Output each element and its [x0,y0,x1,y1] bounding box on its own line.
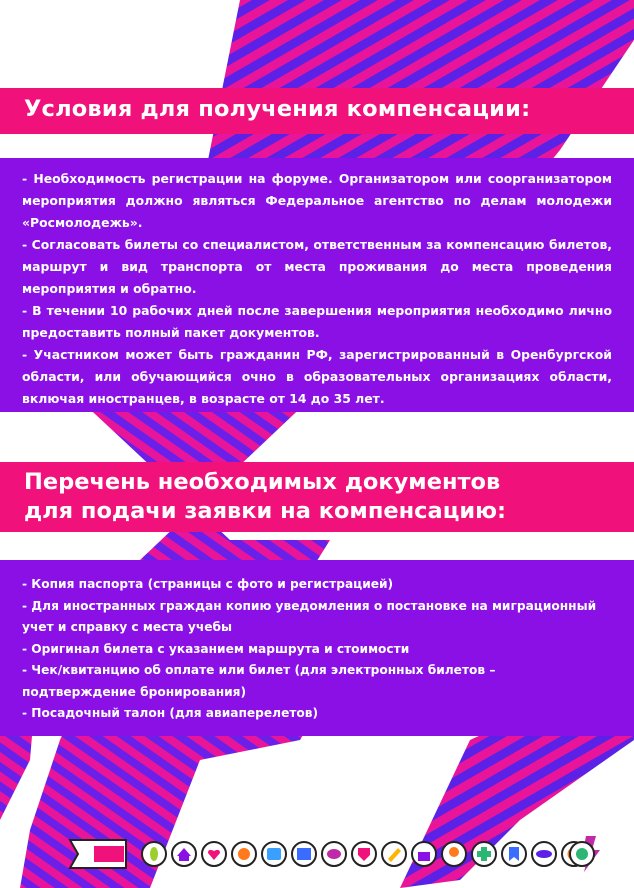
globe-icon [560,832,604,876]
documents-title-line: для подачи заявки на компенсацию: [24,498,507,524]
documents-title [0,462,634,532]
pencil-icon [382,842,406,866]
lock-icon [412,842,436,866]
documents-list [0,560,634,736]
bookmark-icon [502,842,526,866]
target-icon [232,842,256,866]
conditions-item: - В течении 10 рабочих дней после завершения мероприятия необходимо лично предоставить полный пакет документов. [22,303,612,340]
conditions-list [0,158,634,412]
stripes-icon [262,842,286,866]
shield-icon [352,842,376,866]
documents-item: - Оригинал билета с указанием маршрута и стоимости [22,641,410,656]
handshake-icon [532,842,556,866]
documents-title-line: Перечень необходимых документов [24,469,501,495]
hands-icon [322,842,346,866]
conditions-item: - Согласовать билеты со специалистом, ответственным за компенсацию билетов, маршрут и вид транспорта от места проживания до места проведения мероприятия и обратно. [22,237,612,296]
heart-icon [202,842,226,866]
documents-item: - Для иностранных граждан копию уведомления о постановке на миграционный учет и справку с места учебы [22,598,597,634]
conditions-item: - Участником может быть гражданин РФ, зарегистрированный в Оренбургской области, или обучающийся очно в образовательных организациях области, включая иностранцев, в возрасте от 14 до 35 лет. [22,347,612,406]
documents-item: - Посадочный талон (для авиаперелетов) [22,706,319,720]
conditions-item: - Необходимость регистрации на форуме. Организатором или соорганизатором мероприятия должно являться Федеральное агентство по делам молодежи «Росмолодежь». [22,171,612,230]
book-icon [292,842,316,866]
leaf-icon [142,842,166,866]
medical-cross-icon [472,842,496,866]
house-icon [172,842,196,866]
conditions-title: Условия для получения компенсации: [0,88,634,134]
pin-icon [442,842,466,866]
footer-icon-strip [68,832,604,876]
rosmolodezh-logo [70,840,126,868]
documents-item: - Чек/квитанцию об оплате или билет (для электронных билетов – подтверждение бронирования) [22,663,496,699]
documents-item: - Копия паспорта (страницы с фото и регистрацией) [22,577,394,591]
